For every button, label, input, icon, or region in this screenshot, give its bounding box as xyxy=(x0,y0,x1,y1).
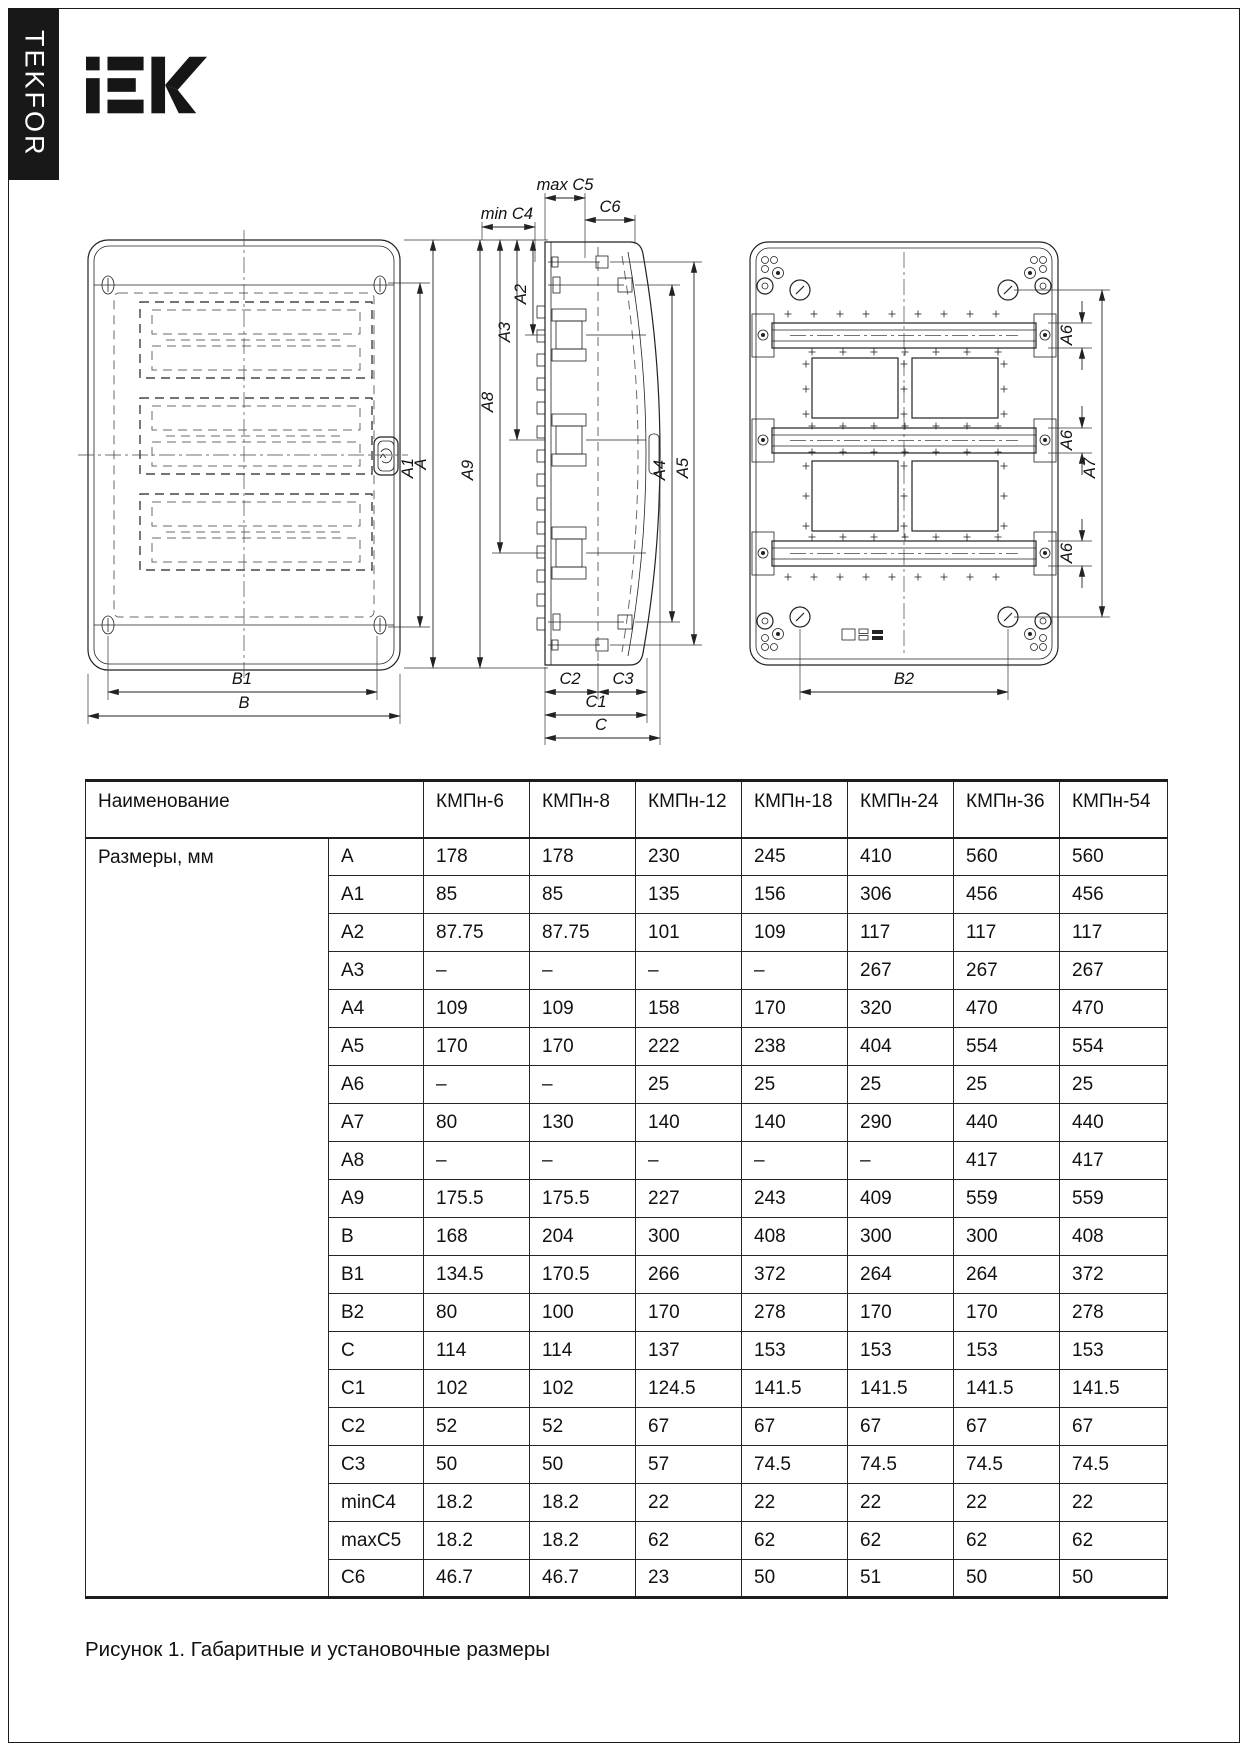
value-cell: 300 xyxy=(954,1218,1060,1256)
value-cell: 130 xyxy=(530,1104,636,1142)
dim-label-a2: A2 xyxy=(512,283,530,305)
iek-logo xyxy=(86,56,208,119)
value-cell: 170 xyxy=(424,1028,530,1066)
brand-side-tab-label: TEKFOR xyxy=(19,30,50,158)
value-cell: 404 xyxy=(848,1028,954,1066)
dim-label-c3: C3 xyxy=(612,670,634,688)
value-cell: 141.5 xyxy=(848,1370,954,1408)
value-cell: 74.5 xyxy=(1060,1446,1168,1484)
param-cell: B2 xyxy=(329,1294,424,1332)
param-cell: A9 xyxy=(329,1180,424,1218)
value-cell: 102 xyxy=(530,1370,636,1408)
param-cell: A2 xyxy=(329,914,424,952)
value-cell: 267 xyxy=(1060,952,1168,990)
param-cell: A xyxy=(329,838,424,876)
value-cell: 320 xyxy=(848,990,954,1028)
table-header-model-7: КМПн-54 xyxy=(1060,781,1168,838)
value-cell: – xyxy=(530,1142,636,1180)
value-cell: 117 xyxy=(1060,914,1168,952)
value-cell: 50 xyxy=(954,1560,1060,1598)
dim-label-a6: A6 xyxy=(1058,324,1076,346)
value-cell: 85 xyxy=(530,876,636,914)
table-header-model-2: КМПн-8 xyxy=(530,781,636,838)
value-cell: 18.2 xyxy=(530,1522,636,1560)
dim-label-a9: A9 xyxy=(459,459,477,481)
dim-label-max-c5: max C5 xyxy=(536,176,594,194)
value-cell: – xyxy=(530,952,636,990)
value-cell: 100 xyxy=(530,1294,636,1332)
value-cell: 410 xyxy=(848,838,954,876)
figure-caption: Рисунок 1. Габаритные и установочные размеры xyxy=(85,1638,550,1661)
dim-table-body xyxy=(86,838,1168,1598)
front-view-dimensions xyxy=(88,240,548,724)
param-cell: C3 xyxy=(329,1446,424,1484)
value-cell: 50 xyxy=(530,1446,636,1484)
dim-label-a3: A3 xyxy=(496,321,514,343)
value-cell: – xyxy=(424,1142,530,1180)
value-cell: – xyxy=(424,952,530,990)
value-cell: 23 xyxy=(636,1560,742,1598)
dim-label-a7: A7 xyxy=(1081,457,1099,479)
param-cell: A6 xyxy=(329,1066,424,1104)
value-cell: 101 xyxy=(636,914,742,952)
side-screws xyxy=(548,256,632,651)
value-cell: 170 xyxy=(636,1294,742,1332)
value-cell: 456 xyxy=(954,876,1060,914)
value-cell: 153 xyxy=(1060,1332,1168,1370)
value-cell: 238 xyxy=(742,1028,848,1066)
value-cell: 409 xyxy=(848,1180,954,1218)
molded-logo-icon xyxy=(842,629,883,640)
value-cell: 554 xyxy=(954,1028,1060,1066)
param-cell: B1 xyxy=(329,1256,424,1294)
value-cell: 559 xyxy=(1060,1180,1168,1218)
value-cell: – xyxy=(848,1142,954,1180)
value-cell: 372 xyxy=(742,1256,848,1294)
value-cell: 74.5 xyxy=(742,1446,848,1484)
value-cell: 158 xyxy=(636,990,742,1028)
value-cell: 109 xyxy=(742,914,848,952)
value-cell: 278 xyxy=(1060,1294,1168,1332)
value-cell: 153 xyxy=(954,1332,1060,1370)
value-cell: 264 xyxy=(954,1256,1060,1294)
value-cell: 178 xyxy=(424,838,530,876)
value-cell: 227 xyxy=(636,1180,742,1218)
value-cell: – xyxy=(424,1066,530,1104)
param-cell: A3 xyxy=(329,952,424,990)
value-cell: 67 xyxy=(848,1408,954,1446)
value-cell: 278 xyxy=(742,1294,848,1332)
value-cell: 80 xyxy=(424,1104,530,1142)
value-cell: 74.5 xyxy=(848,1446,954,1484)
front-module-rows xyxy=(140,302,372,570)
dim-label-a1: A1 xyxy=(399,457,417,479)
value-cell: 51 xyxy=(848,1560,954,1598)
value-cell: 22 xyxy=(848,1484,954,1522)
value-cell: 52 xyxy=(424,1408,530,1446)
value-cell: 170.5 xyxy=(530,1256,636,1294)
value-cell: 175.5 xyxy=(424,1180,530,1218)
rear-view-dimensions xyxy=(800,290,1110,700)
value-cell: 50 xyxy=(1060,1560,1168,1598)
dim-label-b2: B2 xyxy=(893,670,915,688)
dim-table-head-row xyxy=(86,781,1168,838)
dim-label-c1: C1 xyxy=(585,693,607,711)
value-cell: 417 xyxy=(1060,1142,1168,1180)
value-cell: 153 xyxy=(742,1332,848,1370)
value-cell: 46.7 xyxy=(424,1560,530,1598)
value-cell: – xyxy=(742,1142,848,1180)
value-cell: 62 xyxy=(636,1522,742,1560)
side-view-dimensions xyxy=(459,176,702,745)
side-view xyxy=(537,242,660,665)
value-cell: 67 xyxy=(742,1408,848,1446)
value-cell: 175.5 xyxy=(530,1180,636,1218)
param-cell: C6 xyxy=(329,1560,424,1598)
value-cell: 470 xyxy=(1060,990,1168,1028)
value-cell: 267 xyxy=(848,952,954,990)
table-header-model-5: КМПн-24 xyxy=(848,781,954,838)
value-cell: 222 xyxy=(636,1028,742,1066)
value-cell: 62 xyxy=(848,1522,954,1560)
dim-label-c6: C6 xyxy=(599,198,621,216)
value-cell: 170 xyxy=(742,990,848,1028)
value-cell: 67 xyxy=(1060,1408,1168,1446)
value-cell: 85 xyxy=(424,876,530,914)
value-cell: 417 xyxy=(954,1142,1060,1180)
value-cell: 102 xyxy=(424,1370,530,1408)
value-cell: 25 xyxy=(742,1066,848,1104)
table-header-model-1: КМПн-6 xyxy=(424,781,530,838)
value-cell: 470 xyxy=(954,990,1060,1028)
table-row-A xyxy=(86,838,1168,876)
value-cell: 18.2 xyxy=(424,1484,530,1522)
value-cell: 300 xyxy=(848,1218,954,1256)
rear-a6-dims xyxy=(1048,301,1092,588)
value-cell: 87.75 xyxy=(530,914,636,952)
value-cell: 109 xyxy=(424,990,530,1028)
value-cell: 266 xyxy=(636,1256,742,1294)
value-cell: 124.5 xyxy=(636,1370,742,1408)
rear-view xyxy=(750,242,1058,665)
value-cell: – xyxy=(530,1066,636,1104)
dim-label-c2: C2 xyxy=(559,670,581,688)
value-cell: 74.5 xyxy=(954,1446,1060,1484)
rear-plus-marks xyxy=(785,311,1008,581)
value-cell: 114 xyxy=(424,1332,530,1370)
rear-knockouts xyxy=(812,358,998,531)
value-cell: 137 xyxy=(636,1332,742,1370)
value-cell: 114 xyxy=(530,1332,636,1370)
value-cell: 156 xyxy=(742,876,848,914)
value-cell: 560 xyxy=(1060,838,1168,876)
param-cell: A4 xyxy=(329,990,424,1028)
value-cell: 264 xyxy=(848,1256,954,1294)
param-cell: A5 xyxy=(329,1028,424,1066)
value-cell: 25 xyxy=(1060,1066,1168,1104)
param-cell: maxC5 xyxy=(329,1522,424,1560)
dim-label-b1: B1 xyxy=(231,670,253,688)
value-cell: 440 xyxy=(954,1104,1060,1142)
dim-label-a8: A8 xyxy=(479,391,497,413)
side-wall-teeth xyxy=(537,306,545,630)
table-header-model-3: КМПн-12 xyxy=(636,781,742,838)
value-cell: 170 xyxy=(954,1294,1060,1332)
value-cell: 408 xyxy=(742,1218,848,1256)
table-header-name: Наименование xyxy=(86,781,424,838)
value-cell: 140 xyxy=(742,1104,848,1142)
value-cell: – xyxy=(636,1142,742,1180)
value-cell: 62 xyxy=(742,1522,848,1560)
dim-label-a6: A6 xyxy=(1058,542,1076,564)
value-cell: 135 xyxy=(636,876,742,914)
value-cell: 25 xyxy=(848,1066,954,1104)
value-cell: – xyxy=(742,952,848,990)
param-cell: B xyxy=(329,1218,424,1256)
value-cell: 62 xyxy=(954,1522,1060,1560)
value-cell: 554 xyxy=(1060,1028,1168,1066)
dim-label-c: C xyxy=(595,716,607,734)
value-cell: 267 xyxy=(954,952,1060,990)
value-cell: 87.75 xyxy=(424,914,530,952)
value-cell: 117 xyxy=(954,914,1060,952)
table-header-model-4: КМПн-18 xyxy=(742,781,848,838)
side-rail-brackets xyxy=(552,309,646,579)
value-cell: 372 xyxy=(1060,1256,1168,1294)
dim-label-a4: A4 xyxy=(651,459,669,481)
param-cell: minC4 xyxy=(329,1484,424,1522)
value-cell: 134.5 xyxy=(424,1256,530,1294)
value-cell: 18.2 xyxy=(530,1484,636,1522)
front-view xyxy=(78,230,408,680)
table-group-label: Размеры, мм xyxy=(86,838,329,1598)
param-cell: A1 xyxy=(329,876,424,914)
value-cell: 22 xyxy=(1060,1484,1168,1522)
value-cell: 306 xyxy=(848,876,954,914)
value-cell: 25 xyxy=(954,1066,1060,1104)
value-cell: 141.5 xyxy=(954,1370,1060,1408)
value-cell: – xyxy=(636,952,742,990)
dimensions-table xyxy=(85,779,1168,1599)
value-cell: 204 xyxy=(530,1218,636,1256)
param-cell: A8 xyxy=(329,1142,424,1180)
value-cell: 290 xyxy=(848,1104,954,1142)
value-cell: 300 xyxy=(636,1218,742,1256)
figure-drawing xyxy=(50,150,1170,760)
value-cell: 230 xyxy=(636,838,742,876)
value-cell: 22 xyxy=(742,1484,848,1522)
value-cell: 62 xyxy=(1060,1522,1168,1560)
value-cell: 140 xyxy=(636,1104,742,1142)
param-cell: C xyxy=(329,1332,424,1370)
dim-label-a5: A5 xyxy=(674,457,692,479)
value-cell: 243 xyxy=(742,1180,848,1218)
value-cell: 18.2 xyxy=(424,1522,530,1560)
value-cell: 50 xyxy=(424,1446,530,1484)
iek-logo-icon xyxy=(86,56,208,114)
value-cell: 46.7 xyxy=(530,1560,636,1598)
value-cell: 25 xyxy=(636,1066,742,1104)
value-cell: 67 xyxy=(954,1408,1060,1446)
value-cell: 22 xyxy=(636,1484,742,1522)
value-cell: 170 xyxy=(848,1294,954,1332)
value-cell: 440 xyxy=(1060,1104,1168,1142)
value-cell: 560 xyxy=(954,838,1060,876)
value-cell: 170 xyxy=(530,1028,636,1066)
value-cell: 153 xyxy=(848,1332,954,1370)
value-cell: 408 xyxy=(1060,1218,1168,1256)
value-cell: 168 xyxy=(424,1218,530,1256)
value-cell: 67 xyxy=(636,1408,742,1446)
value-cell: 178 xyxy=(530,838,636,876)
value-cell: 559 xyxy=(954,1180,1060,1218)
value-cell: 141.5 xyxy=(1060,1370,1168,1408)
dim-label-min-c4: min C4 xyxy=(480,205,533,223)
value-cell: 117 xyxy=(848,914,954,952)
value-cell: 22 xyxy=(954,1484,1060,1522)
param-cell: A7 xyxy=(329,1104,424,1142)
value-cell: 109 xyxy=(530,990,636,1028)
value-cell: 141.5 xyxy=(742,1370,848,1408)
dim-label-b: B xyxy=(238,694,250,712)
table-header-model-6: КМПн-36 xyxy=(954,781,1060,838)
value-cell: 52 xyxy=(530,1408,636,1446)
dim-label-a: A xyxy=(412,458,430,470)
dim-label-a6: A6 xyxy=(1058,429,1076,451)
value-cell: 50 xyxy=(742,1560,848,1598)
value-cell: 245 xyxy=(742,838,848,876)
value-cell: 456 xyxy=(1060,876,1168,914)
param-cell: C1 xyxy=(329,1370,424,1408)
value-cell: 80 xyxy=(424,1294,530,1332)
param-cell: C2 xyxy=(329,1408,424,1446)
value-cell: 57 xyxy=(636,1446,742,1484)
